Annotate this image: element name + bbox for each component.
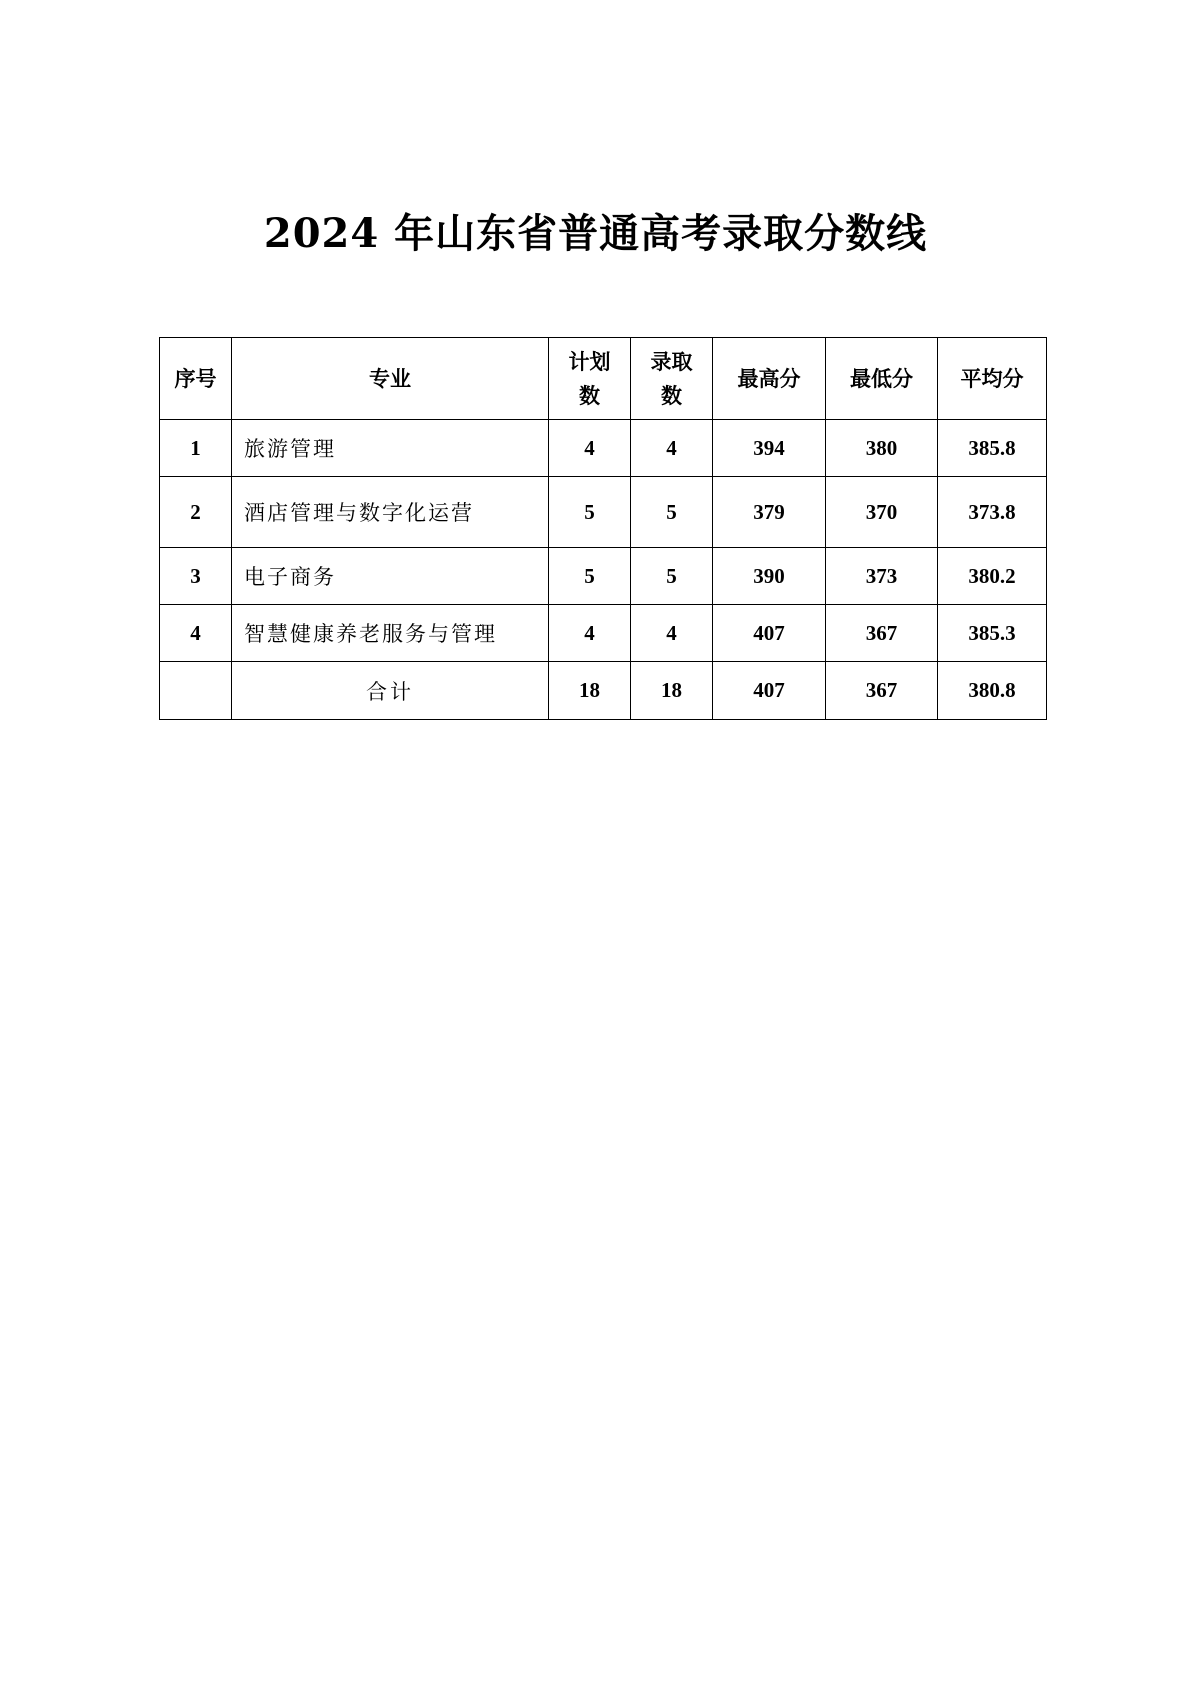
header-min-score: 最低分 [826, 338, 938, 420]
cell-major: 旅游管理 [232, 420, 549, 477]
cell-min-score: 370 [826, 477, 938, 548]
header-plan-line2: 数 [579, 383, 600, 408]
header-admitted [631, 338, 713, 420]
cell-admitted: 4 [631, 605, 713, 662]
cell-total-plan: 18 [549, 662, 631, 720]
cell-max-score: 390 [713, 548, 826, 605]
cell-index: 1 [160, 420, 232, 477]
cell-max-score: 379 [713, 477, 826, 548]
cell-avg-score: 385.3 [938, 605, 1047, 662]
cell-avg-score: 380.2 [938, 548, 1047, 605]
cell-total-label: 合计 [232, 662, 549, 720]
cell-plan: 4 [549, 420, 631, 477]
header-avg-score: 平均分 [938, 338, 1047, 420]
cell-avg-score: 373.8 [938, 477, 1047, 548]
cell-min-score: 373 [826, 548, 938, 605]
cell-plan: 4 [549, 605, 631, 662]
header-plan-line1: 计划 [568, 349, 611, 374]
header-admitted-line2: 数 [661, 383, 682, 408]
header-major: 专业 [232, 338, 549, 420]
header-admitted-line1: 录取 [650, 349, 693, 374]
page-title: 2024 年山东省普通高考录取分数线 [263, 210, 928, 257]
cell-admitted: 4 [631, 420, 713, 477]
table-total-row [160, 662, 1047, 720]
header-plan [549, 338, 631, 420]
cell-major: 电子商务 [232, 548, 549, 605]
cell-plan: 5 [549, 548, 631, 605]
header-index: 序号 [160, 338, 232, 420]
cell-total-max-score: 407 [713, 662, 826, 720]
cell-major: 酒店管理与数字化运营 [232, 477, 549, 548]
cell-total-min-score: 367 [826, 662, 938, 720]
cell-avg-score: 385.8 [938, 420, 1047, 477]
cell-index: 2 [160, 477, 232, 548]
cell-total-avg-score: 380.8 [938, 662, 1047, 720]
cell-index: 4 [160, 605, 232, 662]
cell-index: 3 [160, 548, 232, 605]
cell-max-score: 394 [713, 420, 826, 477]
cell-major: 智慧健康养老服务与管理 [232, 605, 549, 662]
cell-min-score: 367 [826, 605, 938, 662]
table-row [160, 548, 1047, 605]
cell-min-score: 380 [826, 420, 938, 477]
table-header-row [160, 338, 1047, 420]
cell-admitted: 5 [631, 548, 713, 605]
table-row [160, 477, 1047, 548]
cell-total-index [160, 662, 232, 720]
cell-plan: 5 [549, 477, 631, 548]
admission-score-table [159, 337, 1047, 720]
cell-total-admitted: 18 [631, 662, 713, 720]
table-row [160, 420, 1047, 477]
table-row [160, 605, 1047, 662]
cell-admitted: 5 [631, 477, 713, 548]
cell-max-score: 407 [713, 605, 826, 662]
header-max-score: 最高分 [713, 338, 826, 420]
